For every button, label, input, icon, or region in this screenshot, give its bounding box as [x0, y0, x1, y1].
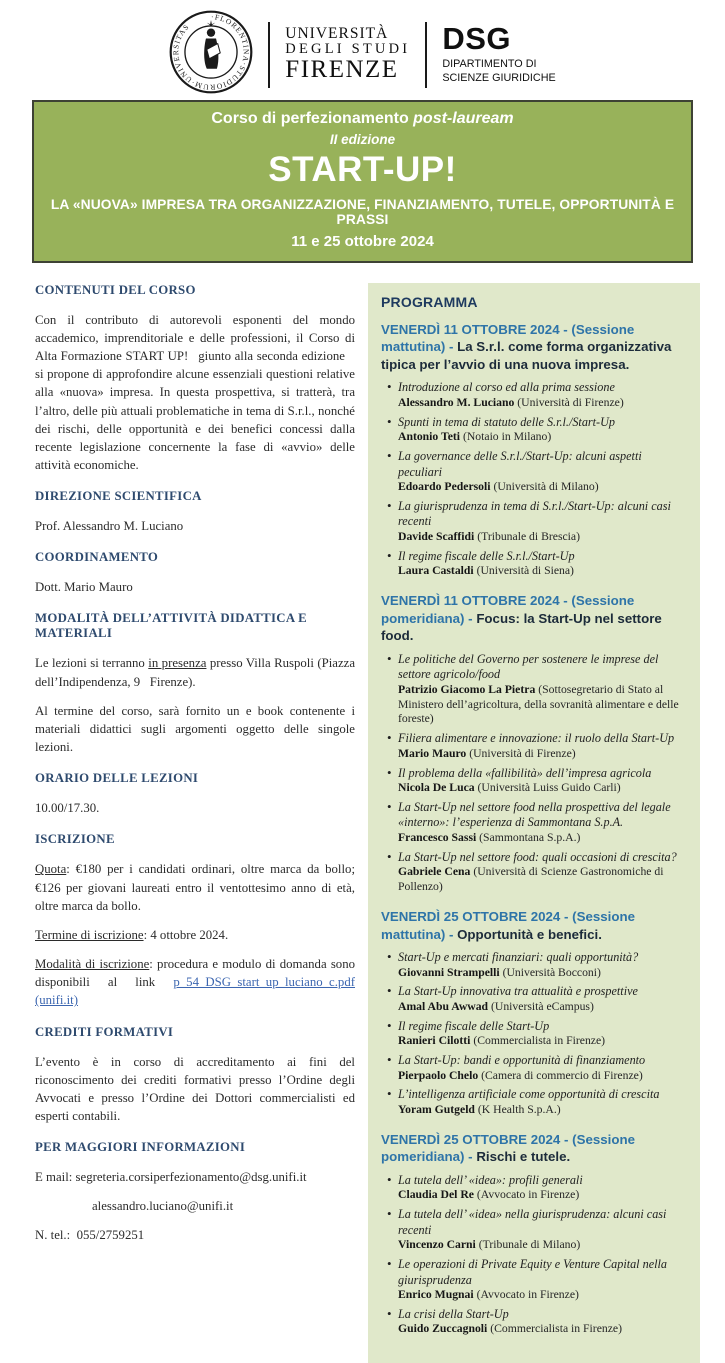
- header: [0, 0, 725, 96]
- crest-ring-text: ·FLORENTINA·STUDIORUM·UNIVERSITAS: [171, 12, 252, 92]
- speaker-name: Patrizio Giacomo La Pietra: [398, 682, 536, 696]
- section-body: Con il contributo di autorevoli esponenti del mondo accademico, imprenditoriale e delle professioni, il Corso di Alta Formazione START UP! giunto alla seconda edizione si propone di approfondire alcune essenziali questioni relative alla «nuova» impresa. In questa prospettiva, si tratterà, tra l’altro, delle più attuali problematiche in tema di S.r.l., nonché dei rischi, delle opportunità e dei benefici concessi dalla recente legislazione concernente la fase di «avvio» delle attività economiche.: [35, 312, 355, 472]
- speaker-affiliation: (Camera di commercio di Firenze): [481, 1068, 643, 1082]
- session-date: VENERDÌ 11 OTTOBRE 2024 - (Sessione mattutina) -: [381, 321, 635, 355]
- department-wordmark: [442, 21, 556, 85]
- speaker-affiliation: (Notaio in Milano): [462, 430, 552, 444]
- program-item: [398, 1257, 687, 1303]
- quota-label: Quota: [35, 862, 67, 877]
- talk-title: • La Start-Up nel settore food nella prospettiva del legale «interno»: l’esperienza di Sammontana S.p.A.: [398, 799, 671, 830]
- session-date: VENERDÌ 25 OTTOBRE 2024 - (Sessione mattutina) -: [381, 908, 635, 942]
- speaker-line: [398, 683, 687, 728]
- session-title: Opportunità e benefici.: [457, 926, 602, 942]
- talk-title: • La Start-Up nel settore food: quali occasioni di crescita?: [398, 849, 677, 864]
- header-divider-2: [425, 22, 427, 88]
- talk-title: • Le operazioni di Private Equity e Venture Capital nella giurisprudenza: [398, 1257, 667, 1287]
- section-heading: CREDITI FORMATIVI: [35, 1024, 174, 1039]
- section-heading: PER MAGGIORI INFORMAZIONI: [35, 1140, 246, 1155]
- speaker-name: Amal Abu Awwad: [398, 999, 489, 1013]
- phone-number: 055/2759251: [76, 1228, 145, 1243]
- section-body: Prof. Alessandro M. Luciano: [35, 519, 184, 534]
- banner-course-type: [44, 110, 681, 128]
- session-title: La S.r.l. come forma organizzativa tipica per l’avvio di una nuova impresa.: [381, 339, 672, 372]
- speaker-name: Francesco Sassi: [398, 830, 477, 844]
- talk-title: • Introduzione al corso ed alla prima sessione: [398, 380, 615, 395]
- department-acronym: DSG: [442, 21, 511, 57]
- speaker-affiliation: (Tribunale di Brescia): [477, 529, 581, 543]
- speaker-affiliation: (Università di Milano): [493, 480, 599, 494]
- section-modalita-didattica: [35, 611, 355, 756]
- section-body: L’evento è in corso di accreditamento ai fini del riconoscimento dei crediti formativi presso l’Ordine degli Avvocati e presso l’Ordine dei Dottori commercialisti ed esperti contabili.: [35, 1054, 355, 1123]
- section-informazioni: [35, 1140, 355, 1244]
- university-wordmark: [285, 26, 410, 83]
- email-address-2: alessandro.luciano@unifi.it: [92, 1199, 234, 1214]
- talk-title: • La crisi della Start-Up: [398, 1306, 509, 1321]
- speaker-affiliation: (Avvocato in Firenze): [476, 1188, 580, 1202]
- banner-subtitle: LA «NUOVA» IMPRESA TRA ORGANIZZAZIONE, FINANZIAMENTO, TUTELE, OPPORTUNITÀ E PRASSI: [50, 196, 675, 227]
- speaker-name: Edoardo Pedersoli: [398, 480, 491, 494]
- speaker-line: [398, 1069, 687, 1084]
- program-item: [398, 1173, 687, 1203]
- header-divider-1: [268, 22, 270, 88]
- email-label: E mail:: [35, 1170, 73, 1185]
- program-item: [398, 731, 687, 761]
- talk-title: • La tutela dell’ «idea» nella giurisprudenza: alcuni casi recenti: [398, 1207, 667, 1237]
- department-name-line1: DIPARTIMENTO DI: [442, 57, 537, 70]
- program-item: [398, 800, 687, 846]
- modalita-iscrizione-paragraph: [35, 955, 355, 1009]
- section-contenuti: [35, 283, 355, 474]
- session-title: Rischi e tutele.: [476, 1149, 571, 1165]
- banner-dates: 11 e 25 ottobre 2024: [291, 232, 434, 250]
- modalita-iscrizione-label: Modalità di iscrizione: [35, 957, 150, 972]
- section-heading: MODALITÀ DELL’ATTIVITÀ DIDATTICA E MATERIALI: [35, 611, 307, 641]
- speaker-name: Laura Castaldi: [398, 564, 474, 578]
- course-info-column: [35, 283, 355, 1260]
- speaker-line: [398, 1188, 687, 1203]
- talk-title: • Filiera alimentare e innovazione: il ruolo della Start-Up: [398, 731, 675, 746]
- enrollment-pdf-link[interactable]: p_54_DSG_start_up_luciano_c.pdf (unifi.it): [35, 975, 355, 1008]
- speaker-line: [398, 1000, 687, 1015]
- speaker-line: [398, 396, 687, 411]
- university-line3: FIRENZE: [285, 56, 399, 84]
- program-session: [381, 908, 687, 1118]
- section-coordinamento: [35, 550, 355, 596]
- termine-paragraph: [35, 926, 355, 944]
- quota-paragraph: [35, 860, 355, 914]
- speaker-line: [398, 865, 687, 895]
- section-direzione: [35, 489, 355, 535]
- section-body: Al termine del corso, sarà fornito un e book contenente i materiali didattici sugli argomenti oggetto delle singole lezioni.: [35, 703, 355, 755]
- program-item: [398, 850, 687, 895]
- program-item: [398, 766, 687, 796]
- university-line2: DEGLI STUDI: [285, 41, 411, 58]
- speaker-affiliation: (Università di Firenze): [469, 746, 576, 760]
- banner-course-type-text: Corso di perfezionamento: [211, 110, 414, 127]
- speaker-line: [398, 781, 687, 796]
- speaker-affiliation: (Commercialista in Firenze): [473, 1034, 606, 1048]
- course-banner: [32, 100, 693, 263]
- speaker-name: Davide Scaffidi: [398, 529, 475, 543]
- session-items: [381, 950, 687, 1118]
- speaker-name: Vincenzo Carni: [398, 1238, 476, 1252]
- modalita-iscrizione-text: : procedura e modulo di domanda sono disponibili al link: [35, 957, 355, 990]
- modalita-in-presenza: in presenza: [148, 656, 207, 671]
- session-items: [381, 380, 687, 579]
- phone-line: [35, 1226, 355, 1244]
- speaker-line: [398, 747, 687, 762]
- talk-title: • Il problema della «fallibilità» dell’impresa agricola: [398, 765, 652, 780]
- session-heading: [381, 1131, 687, 1166]
- speaker-line: [398, 1322, 687, 1337]
- speaker-affiliation: (Commercialista in Firenze): [490, 1322, 622, 1336]
- banner-edition: II edizione: [329, 132, 396, 147]
- speaker-name: Alessandro M. Luciano: [398, 395, 515, 409]
- speaker-affiliation: (Università di Scienze Gastronomiche di Pollenzo): [398, 865, 664, 894]
- speaker-name: Gabriele Cena: [398, 865, 471, 879]
- talk-title: • Le politiche del Governo per sostenere le imprese del settore agricolo/food: [398, 651, 659, 682]
- talk-title: • La tutela dell’ «idea»: profili generali: [398, 1172, 583, 1187]
- speaker-name: Pierpaolo Chelo: [398, 1068, 479, 1082]
- email-line-1: [35, 1168, 355, 1186]
- speaker-line: [398, 1238, 687, 1253]
- program-session: [381, 1131, 687, 1337]
- unifi-crest-logo: [169, 10, 253, 99]
- program-item: [398, 1207, 687, 1253]
- section-heading: ORARIO DELLE LEZIONI: [35, 771, 199, 786]
- speaker-name: Guido Zuccagnoli: [398, 1322, 488, 1336]
- email-address-1: segreteria.corsiperfezionamento@dsg.unifi.it: [75, 1170, 307, 1185]
- speaker-affiliation: (Sammontana S.p.A.): [479, 830, 581, 844]
- speaker-line: [398, 530, 687, 545]
- session-heading: [381, 908, 687, 943]
- talk-title: • Il regime fiscale delle S.r.l./Start-Up: [398, 548, 575, 563]
- session-heading: [381, 592, 687, 645]
- program-item: [398, 415, 687, 445]
- speaker-name: Claudia Del Re: [398, 1188, 474, 1202]
- program-item: [398, 1053, 687, 1083]
- banner-course-type-italic: post-lauream: [413, 110, 514, 127]
- speaker-name: Nicola De Luca: [398, 781, 475, 795]
- speaker-affiliation: (Tribunale di Milano): [478, 1238, 581, 1252]
- talk-title: • L’intelligenza artificiale come opportunità di crescita: [398, 1087, 660, 1102]
- program-item: [398, 1019, 687, 1049]
- section-body: Dott. Mario Mauro: [35, 580, 133, 595]
- termine-label: Termine di iscrizione: [35, 927, 144, 942]
- department-name-line2: SCIENZE GIURIDICHE: [442, 71, 556, 84]
- program-item: [398, 950, 687, 980]
- modalita-text-pre: Le lezioni si terranno: [35, 656, 149, 671]
- section-heading: ISCRIZIONE: [35, 832, 115, 847]
- speaker-affiliation: (Università eCampus): [490, 999, 594, 1013]
- program-item: [398, 984, 687, 1014]
- talk-title: • La Start-Up: bandi e opportunità di finanziamento: [398, 1053, 646, 1068]
- program-item: [398, 1307, 687, 1337]
- talk-title: • La giurisprudenza in tema di S.r.l./Start-Up: alcuni casi recenti: [398, 498, 671, 529]
- speaker-name: Ranieri Cilotti: [398, 1034, 471, 1048]
- talk-title: • La Start-Up innovativa tra attualità e prospettive: [398, 984, 638, 999]
- talk-title: • Start-Up e mercati finanziari: quali opportunità?: [398, 950, 639, 965]
- email-line-2: [35, 1197, 355, 1215]
- program-item: [398, 449, 687, 495]
- program-session: [381, 592, 687, 895]
- program-item: [398, 549, 687, 579]
- speaker-affiliation: (Avvocato in Firenze): [476, 1288, 579, 1302]
- banner-title: START-UP!: [268, 150, 457, 189]
- session-list: [381, 321, 687, 1337]
- speaker-affiliation: (Sottosegretario di Stato al Ministero dell’agricoltura, della sovranità alimentare e delle foreste): [398, 682, 679, 726]
- speaker-line: [398, 564, 687, 579]
- speaker-name: Yoram Gutgeld: [398, 1102, 475, 1116]
- section-iscrizione: [35, 832, 355, 1009]
- section-crediti: [35, 1025, 355, 1126]
- section-body: [35, 654, 355, 690]
- program-item: [398, 652, 687, 728]
- phone-label: N. tel.:: [35, 1228, 71, 1243]
- speaker-line: [398, 430, 687, 445]
- speaker-affiliation: (Università di Firenze): [517, 395, 624, 409]
- session-date: VENERDÌ 11 OTTOBRE 2024 - (Sessione pomeridiana) -: [381, 593, 635, 626]
- section-heading: COORDINAMENTO: [35, 550, 159, 565]
- termine-text: : 4 ottobre 2024.: [143, 927, 229, 942]
- session-title: Focus: la Start-Up nel settore food.: [381, 610, 662, 644]
- quota-text: : €180 per i candidati ordinari, oltre marca da bollo; €126 per giovani laureati entro il ventottesimo anno di età, oltre marca da bollo.: [35, 862, 355, 913]
- session-date: VENERDÌ 25 OTTOBRE 2024 - (Sessione pomeridiana) -: [381, 1131, 635, 1165]
- speaker-affiliation: (Università Bocconi): [502, 965, 601, 979]
- university-line1: UNIVERSITÀ: [285, 24, 389, 42]
- speaker-line: [398, 1034, 687, 1049]
- speaker-name: Giovanni Strampelli: [398, 965, 500, 979]
- speaker-name: Enrico Mugnai: [398, 1288, 474, 1302]
- program-heading: PROGRAMMA: [381, 293, 478, 310]
- talk-title: • La governance delle S.r.l./Start-Up: alcuni aspetti peculiari: [398, 449, 642, 479]
- speaker-line: [398, 1288, 687, 1303]
- section-body: 10.00/17.30.: [35, 801, 100, 816]
- section-orario: [35, 771, 355, 817]
- speaker-line: [398, 966, 687, 981]
- session-heading: [381, 321, 687, 374]
- talk-title: • Spunti in tema di statuto delle S.r.l./Start-Up: [398, 414, 615, 429]
- main-content: [35, 283, 700, 1363]
- speaker-name: Mario Mauro: [398, 746, 467, 760]
- speaker-name: Antonio Teti: [398, 430, 461, 444]
- program-item: [398, 499, 687, 545]
- program-panel: [368, 283, 700, 1363]
- speaker-line: [398, 480, 687, 495]
- section-heading: CONTENUTI DEL CORSO: [35, 282, 196, 297]
- section-heading: DIREZIONE SCIENTIFICA: [35, 489, 202, 504]
- program-item: [398, 1087, 687, 1117]
- session-items: [381, 1173, 687, 1337]
- session-items: [381, 652, 687, 895]
- speaker-affiliation: (Università Luiss Guido Carli): [477, 781, 621, 795]
- speaker-line: [398, 1103, 687, 1118]
- speaker-line: [398, 831, 687, 846]
- modalita-text-post: presso Villa Ruspoli (Piazza dell’Indipendenza, 9 Firenze).: [35, 656, 355, 689]
- talk-title: • Il regime fiscale delle Start-Up: [398, 1018, 550, 1033]
- speaker-affiliation: (Università di Siena): [476, 564, 574, 578]
- program-session: [381, 321, 687, 579]
- speaker-affiliation: (K Health S.p.A.): [477, 1102, 561, 1116]
- program-item: [398, 380, 687, 410]
